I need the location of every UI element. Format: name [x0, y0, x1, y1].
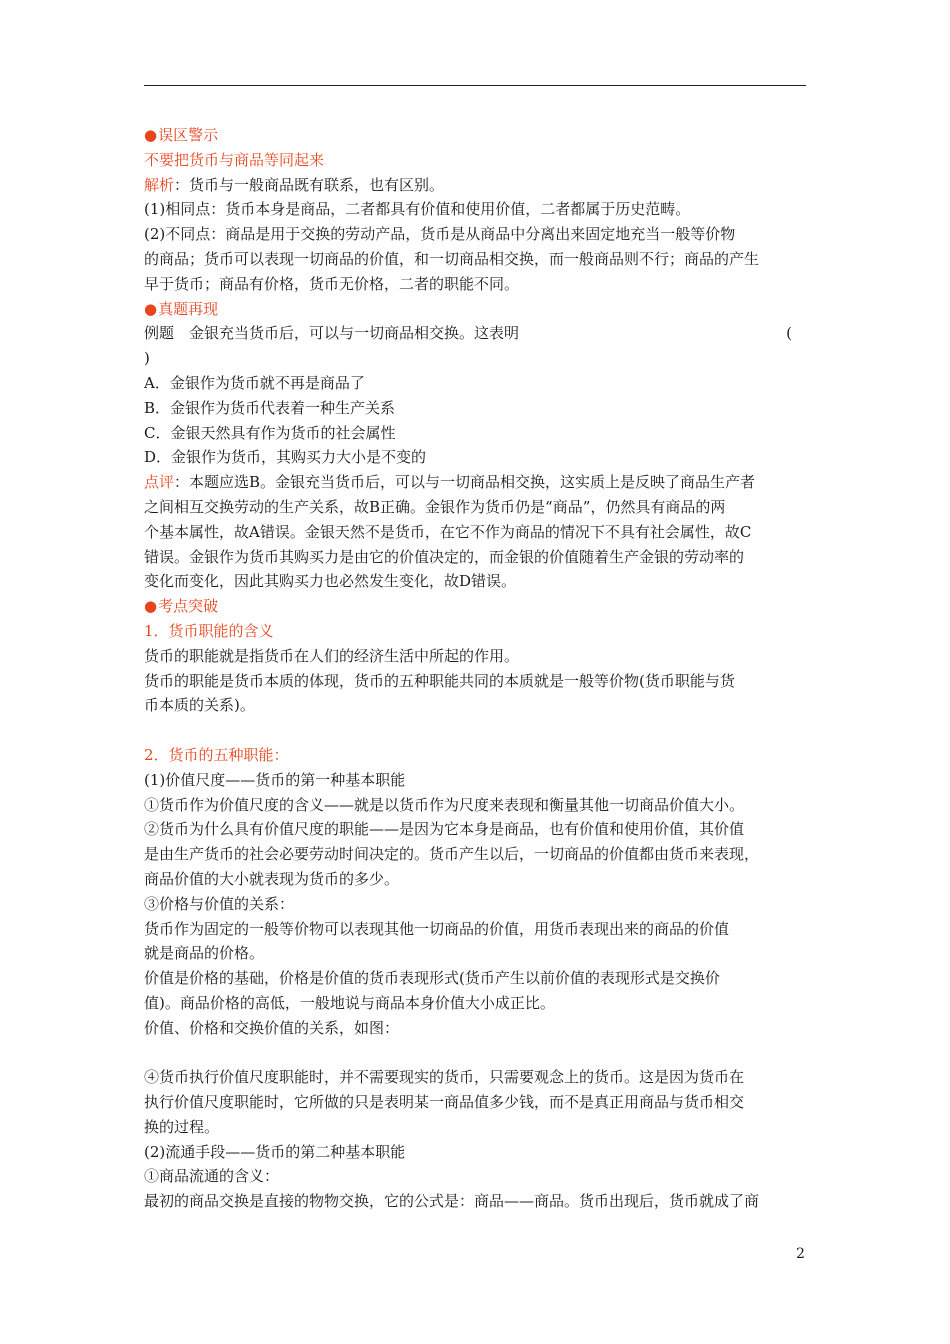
page-number: 2	[796, 1246, 805, 1262]
analysis-text: ：货币与一般商品既有联系，也有区别。	[174, 175, 445, 194]
section-heading-breakthrough: ● 考点突破	[144, 594, 808, 619]
header-rule	[144, 85, 806, 86]
paragraph: ①货币作为价值尺度的含义——就是以货币作为尺度来表现和衡量其他一切商品价值大小。	[144, 795, 745, 814]
answer-paren-open: (	[786, 324, 792, 343]
paragraph: (2)不同点：商品是用于交换的劳动产品，货币是从商品中分离出来固定地充当一般等价物	[144, 225, 736, 244]
answer-paren-close: )	[144, 349, 150, 368]
figure-placeholder	[144, 1040, 808, 1065]
option-c: C．金银天然具有作为货币的社会属性	[144, 423, 396, 442]
paragraph: ①商品流通的含义：	[144, 1167, 280, 1186]
spacer	[144, 718, 808, 743]
paragraph: 早于货币；商品有价格，货币无价格，二者的职能不同。	[144, 274, 520, 293]
analysis-line	[144, 173, 808, 198]
paragraph: 之间相互交换劳动的生产关系，故B正确。金银作为货币仍是“商品”，仍然具有商品的两	[144, 497, 726, 516]
paragraph: 错误。金银作为货币其购买力是由它的价值决定的，而金银的价值随着生产金银的劳动率的	[144, 547, 745, 566]
paragraph: 个基本属性，故A错误。金银天然不是货币，在它不作为商品的情况下不具有社会属性，故C	[144, 522, 752, 541]
function-heading-2: (2)流通手段——货币的第二种基本职能	[144, 1142, 406, 1161]
paragraph: (1)相同点：货币本身是商品，二者都具有价值和使用价值，二者都属于历史范畴。	[144, 200, 691, 219]
paragraph: ④货币执行价值尺度职能时，并不需要现实的货币，只需要观念上的货币。这是因为货币在	[144, 1068, 745, 1087]
section-heading-exam: ● 真题再现	[144, 297, 808, 322]
paragraph: 最初的商品交换是直接的物物交换，它的公式是：商品——商品。货币出现后，货币就成了商	[144, 1192, 760, 1211]
paragraph: 就是商品的价格。	[144, 944, 265, 963]
document-body	[144, 123, 808, 1214]
paragraph: 货币的职能是货币本质的体现，货币的五种职能共同的本质就是一般等价物(货币职能与货	[144, 671, 735, 690]
topic-title-2: 2．货币的五种职能：	[144, 745, 289, 764]
comment-text: ：本题应选B。金银充当货币后，可以与一切商品相交换，这实质上是反映了商品生产者	[174, 473, 756, 492]
option-d: D．金银作为货币，其购买力大小是不变的	[144, 448, 427, 467]
option-a: A．金银作为货币就不再是商品了	[144, 373, 365, 392]
paragraph: 执行价值尺度职能时，它所做的只是表明某一商品值多少钱，而不是真正用商品与货币相交	[144, 1093, 745, 1112]
paragraph: ③价格与价值的关系：	[144, 894, 295, 913]
section-heading-misconception: ● 误区警示	[144, 123, 808, 148]
paragraph: 商品价值的大小就表现为货币的多少。	[144, 869, 400, 888]
topic-title-1: 1．货币职能的含义	[144, 621, 274, 640]
comment-label: 点评	[144, 473, 175, 492]
comment-line	[144, 470, 808, 495]
paragraph: 是由生产货币的社会必要劳动时间决定的。货币产生以后，一切商品的价值都由货币来表现，	[144, 845, 760, 864]
paragraph: 的商品；货币可以表现一切商品的价值，和一切商品相交换，而一般商品则不行；商品的产生	[144, 249, 760, 268]
option-b: B．金银作为货币代表着一种生产关系	[144, 398, 396, 417]
misconception-subtitle: 不要把货币与商品等同起来	[144, 150, 325, 169]
paragraph: 换的过程。	[144, 1117, 220, 1136]
paragraph: 货币的职能就是指货币在人们的经济生活中所起的作用。	[144, 646, 520, 665]
paragraph: 值)。商品价格的高低，一般地说与商品本身价值大小成正比。	[144, 993, 555, 1012]
paragraph: 价值、价格和交换价值的关系，如图：	[144, 1018, 400, 1037]
paragraph: ②货币为什么具有价值尺度的职能——是因为它本身是商品，也有价值和使用价值，其价值	[144, 820, 745, 839]
exam-question	[144, 321, 808, 346]
paragraph: 币本质的关系)。	[144, 696, 255, 715]
analysis-label: 解析	[144, 175, 175, 194]
paragraph: 变化而变化，因此其购买力也必然发生变化，故D错误。	[144, 572, 517, 591]
paragraph: 货币作为固定的一般等价物可以表现其他一切商品的价值，用货币表现出来的商品的价值	[144, 919, 730, 938]
paragraph: 价值是价格的基础，价格是价值的货币表现形式(货币产生以前价值的表现形式是交换价	[144, 969, 720, 988]
function-heading-1: (1)价值尺度——货币的第一种基本职能	[144, 770, 406, 789]
question-text: 例题 金银充当货币后，可以与一切商品相交换。这表明	[144, 324, 520, 343]
